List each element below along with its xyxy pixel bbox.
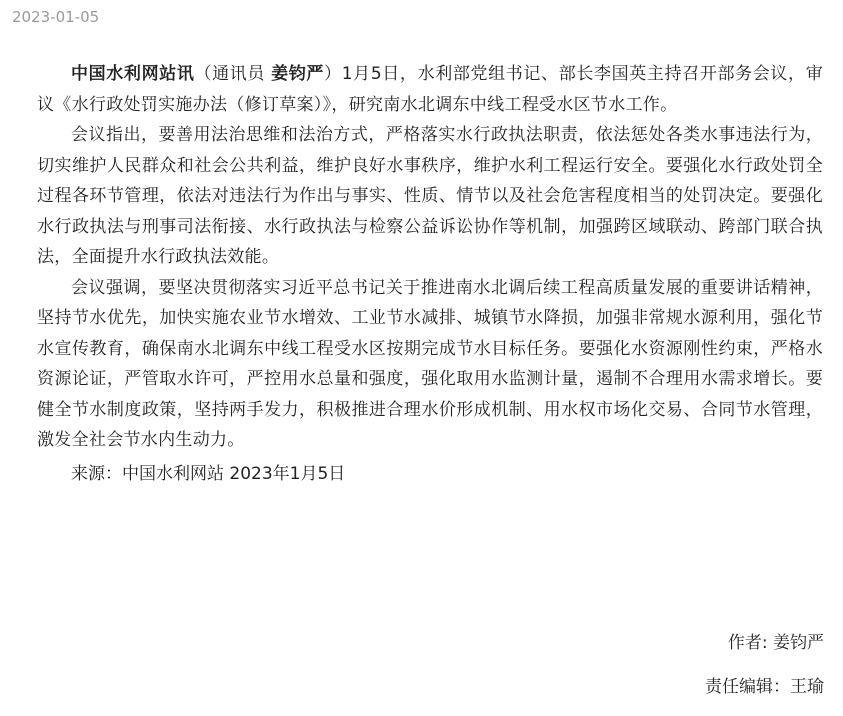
- source-line: 来源：中国水利网站 2023年1月5日: [71, 463, 346, 484]
- paragraph-2: 会议强调，要坚决贯彻落实习近平总书记关于推进南水北调后续工程高质量发展的重要讲话精神，坚持节水优先，加快实施农业节水增效、工业节水减排、城镇节水降损，加强非常规水源利用，强化节水宣传教育，确保南水北调东中线工程受水区按期完成节水目标任务。要强化水资源刚性约束，严格水资源论证，严管取水许可，严控用水总量和强度，强化取用水监测计量，遏制不合理用水需求增长。要健全节水制度政策，坚持两手发力，积极推进合理水价形成机制、用水权市场化交易、合同节水管理，激发全社会节水内生动力。: [37, 277, 823, 450]
- lead-text: 1月5日，水利部党组书记、部长李国英主持召开部务会议，审议《水行政处罚实施办法（修订草案）》，研究南水北调东中线工程受水区节水工作。: [37, 64, 824, 115]
- reporter-prefix: （通讯员: [194, 64, 272, 84]
- reporter-suffix: ）: [324, 64, 342, 84]
- article-body: [37, 59, 823, 489]
- lead-paragraph: [37, 59, 823, 120]
- publish-date: 2023-01-05: [12, 8, 100, 26]
- author-line: 作者: 姜钧严: [727, 633, 824, 653]
- editor-line: 责任编辑：王瑜: [705, 677, 824, 697]
- reporter-name: 姜钧严: [271, 64, 325, 84]
- news-agency: 中国水利网站讯: [71, 64, 195, 84]
- paragraph-1: 会议指出，要善用法治思维和法治方式，严格落实水行政执法职责，依法惩处各类水事违法行为，切实维护人民群众和社会公共利益，维护良好水事秩序，维护水利工程运行安全。要强化水行政处罚全过程各环节管理，依法对违法行为作出与事实、性质、情节以及社会危害程度相当的处罚决定。要强化水行政执法与刑事司法衔接、水行政执法与检察公益诉讼协作等机制，加强跨区域联动、跨部门联合执法，全面提升水行政执法效能。: [37, 125, 823, 267]
